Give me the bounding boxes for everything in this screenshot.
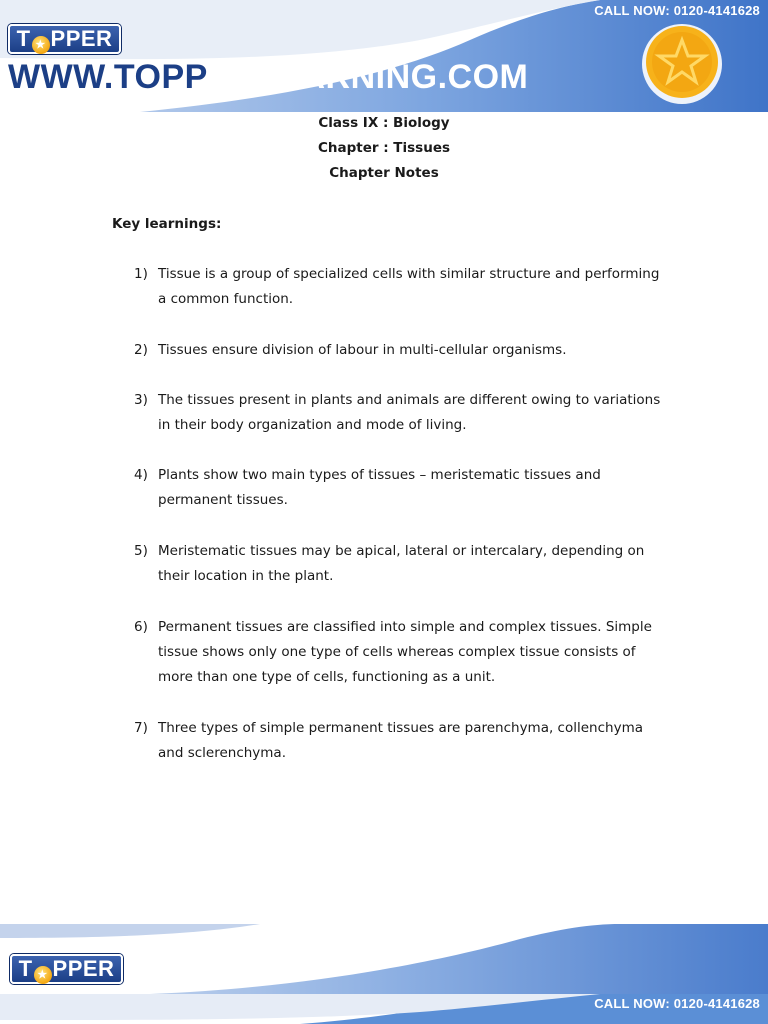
call-now-phone[interactable]: CALL NOW: 0120-4141628 <box>594 3 760 18</box>
list-item-number: 2) <box>134 342 148 358</box>
star-icon: ★ <box>34 966 52 984</box>
list-item-number: 5) <box>134 543 148 559</box>
list-item-text: Permanent tissues are classified into simple and complex tissues. Simple tissue shows only one type of cells whereas complex tissue consists of more than one type of cells, functioning as a unit. <box>158 619 652 685</box>
list-item-number: 3) <box>134 392 148 408</box>
topper-logo[interactable] <box>8 24 121 54</box>
list-item-text: Tissue is a group of specialized cells with similar structure and performing a common function. <box>158 266 660 307</box>
next-page-header <box>0 994 768 1024</box>
topper-logo-footer[interactable] <box>10 954 123 984</box>
logo-text-end: PPER <box>50 26 113 51</box>
notes-heading: Chapter Notes <box>329 165 439 181</box>
list-item-text: Meristematic tissues may be apical, lateral or intercalary, depending on their location in the plant. <box>158 543 645 584</box>
chapter-heading: Chapter : Tissues <box>317 140 451 156</box>
logo-text-start: T <box>16 26 31 51</box>
site-url-part1: WWW.TOPP <box>8 58 208 96</box>
star-icon: ★ <box>32 36 50 54</box>
footer-banner <box>0 924 768 994</box>
list-item-number: 7) <box>134 720 148 736</box>
logo-text-start: T <box>18 956 33 981</box>
key-learnings-heading: Key learnings: <box>112 216 222 232</box>
logo-text-end: PPER <box>52 956 115 981</box>
header-banner <box>0 0 768 112</box>
site-url[interactable] <box>8 58 528 97</box>
list-item-text: Three types of simple permanent tissues are parenchyma, collenchyma and sclerenchyma. <box>158 720 643 761</box>
list-item-number: 4) <box>134 467 148 483</box>
list-item-text: The tissues present in plants and animals are different owing to variations in their body organization and mode of living. <box>158 392 661 433</box>
star-badge-icon <box>640 18 724 106</box>
list-item-text: Tissues ensure division of labour in multi-cellular organisms. <box>158 342 567 358</box>
list-item-number: 6) <box>134 619 148 635</box>
class-heading: Class IX : Biology <box>318 115 450 131</box>
list-item-text: Plants show two main types of tissues – meristematic tissues and permanent tissues. <box>158 467 601 508</box>
list-item-number: 1) <box>134 266 148 282</box>
call-now-phone-next[interactable]: CALL NOW: 0120-4141628 <box>594 996 760 1011</box>
site-url-part2: ERLEARNING.COM <box>207 58 529 96</box>
